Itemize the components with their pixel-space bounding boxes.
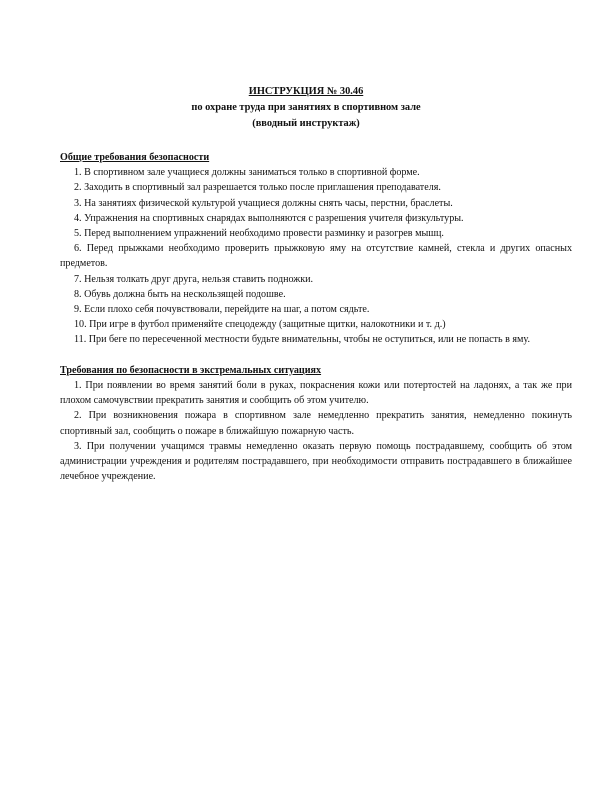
list-item: 10. При игре в футбол применяйте спецодежду (защитные щитки, налокотники и т. д.) — [74, 319, 446, 331]
section-title: Общие требования безопасности — [60, 152, 210, 163]
list-item: 2. При возникновения пожара в спортивном зале немедленно прекратить занятия, немедленно покинуть спортивный зал, сообщить о пожаре в ближайшую пожарную часть. — [60, 410, 572, 437]
list-item: 7. Нельзя толкать друг друга, нельзя ставить подножки. — [74, 273, 314, 285]
document-body — [60, 150, 572, 484]
list-item: 3. При получении учащимся травмы немедленно оказать первую помощь пострадавшему, сообщить об этом администрации учреждения и родителям пострадавшего, при необходимости отправить пострадавшего в ближайшее лечебное учреждение. — [60, 440, 572, 483]
list-item: 8. Обувь должна быть на нескользящей подошве. — [74, 288, 286, 300]
document-title: ИНСТРУКЦИЯ № 30.46 — [248, 86, 364, 97]
list-item: 3. На занятиях физической культурой учащиеся должны снять часы, перстни, браслеты. — [74, 197, 453, 209]
list-item: 4. Упражнения на спортивных снарядах выполняются с разрешения учителя физкультуры. — [74, 212, 464, 224]
section-general — [60, 150, 572, 348]
list-item: 2. Заходить в спортивный зал разрешается только после приглашения преподавателя. — [74, 182, 441, 194]
section-emergency — [60, 363, 572, 485]
section-title: Требования по безопасности в экстремальных ситуациях — [60, 364, 322, 376]
list-item: 9. Если плохо себя почувствовали, перейдите на шаг, а потом сядьте. — [74, 304, 370, 316]
list-item: 11. При беге по пересеченной местности будьте внимательны, чтобы не оступиться, или не попасть в яму. — [74, 334, 530, 346]
section-spacer — [60, 348, 572, 363]
document-header — [0, 84, 612, 132]
list-item: 5. Перед выполнением упражнений необходимо провести разминку и разогрев мышц. — [74, 228, 444, 240]
list-item: 1. При появлении во время занятий боли в руках, покраснения кожи или потертостей на ладонях, а так же при плохом самочувствии прекратить занятия и сообщить об этом учителю. — [60, 380, 572, 407]
document-type: (вводный инструктаж) — [252, 118, 360, 129]
document-subtitle: по охране труда при занятиях в спортивном зале — [191, 102, 421, 113]
list-item: 6. Перед прыжками необходимо проверить прыжковую яму на отсутствие камней, стекла и других опасных предметов. — [60, 243, 572, 270]
list-item: 1. В спортивном зале учащиеся должны заниматься только в спортивной форме. — [74, 167, 420, 179]
